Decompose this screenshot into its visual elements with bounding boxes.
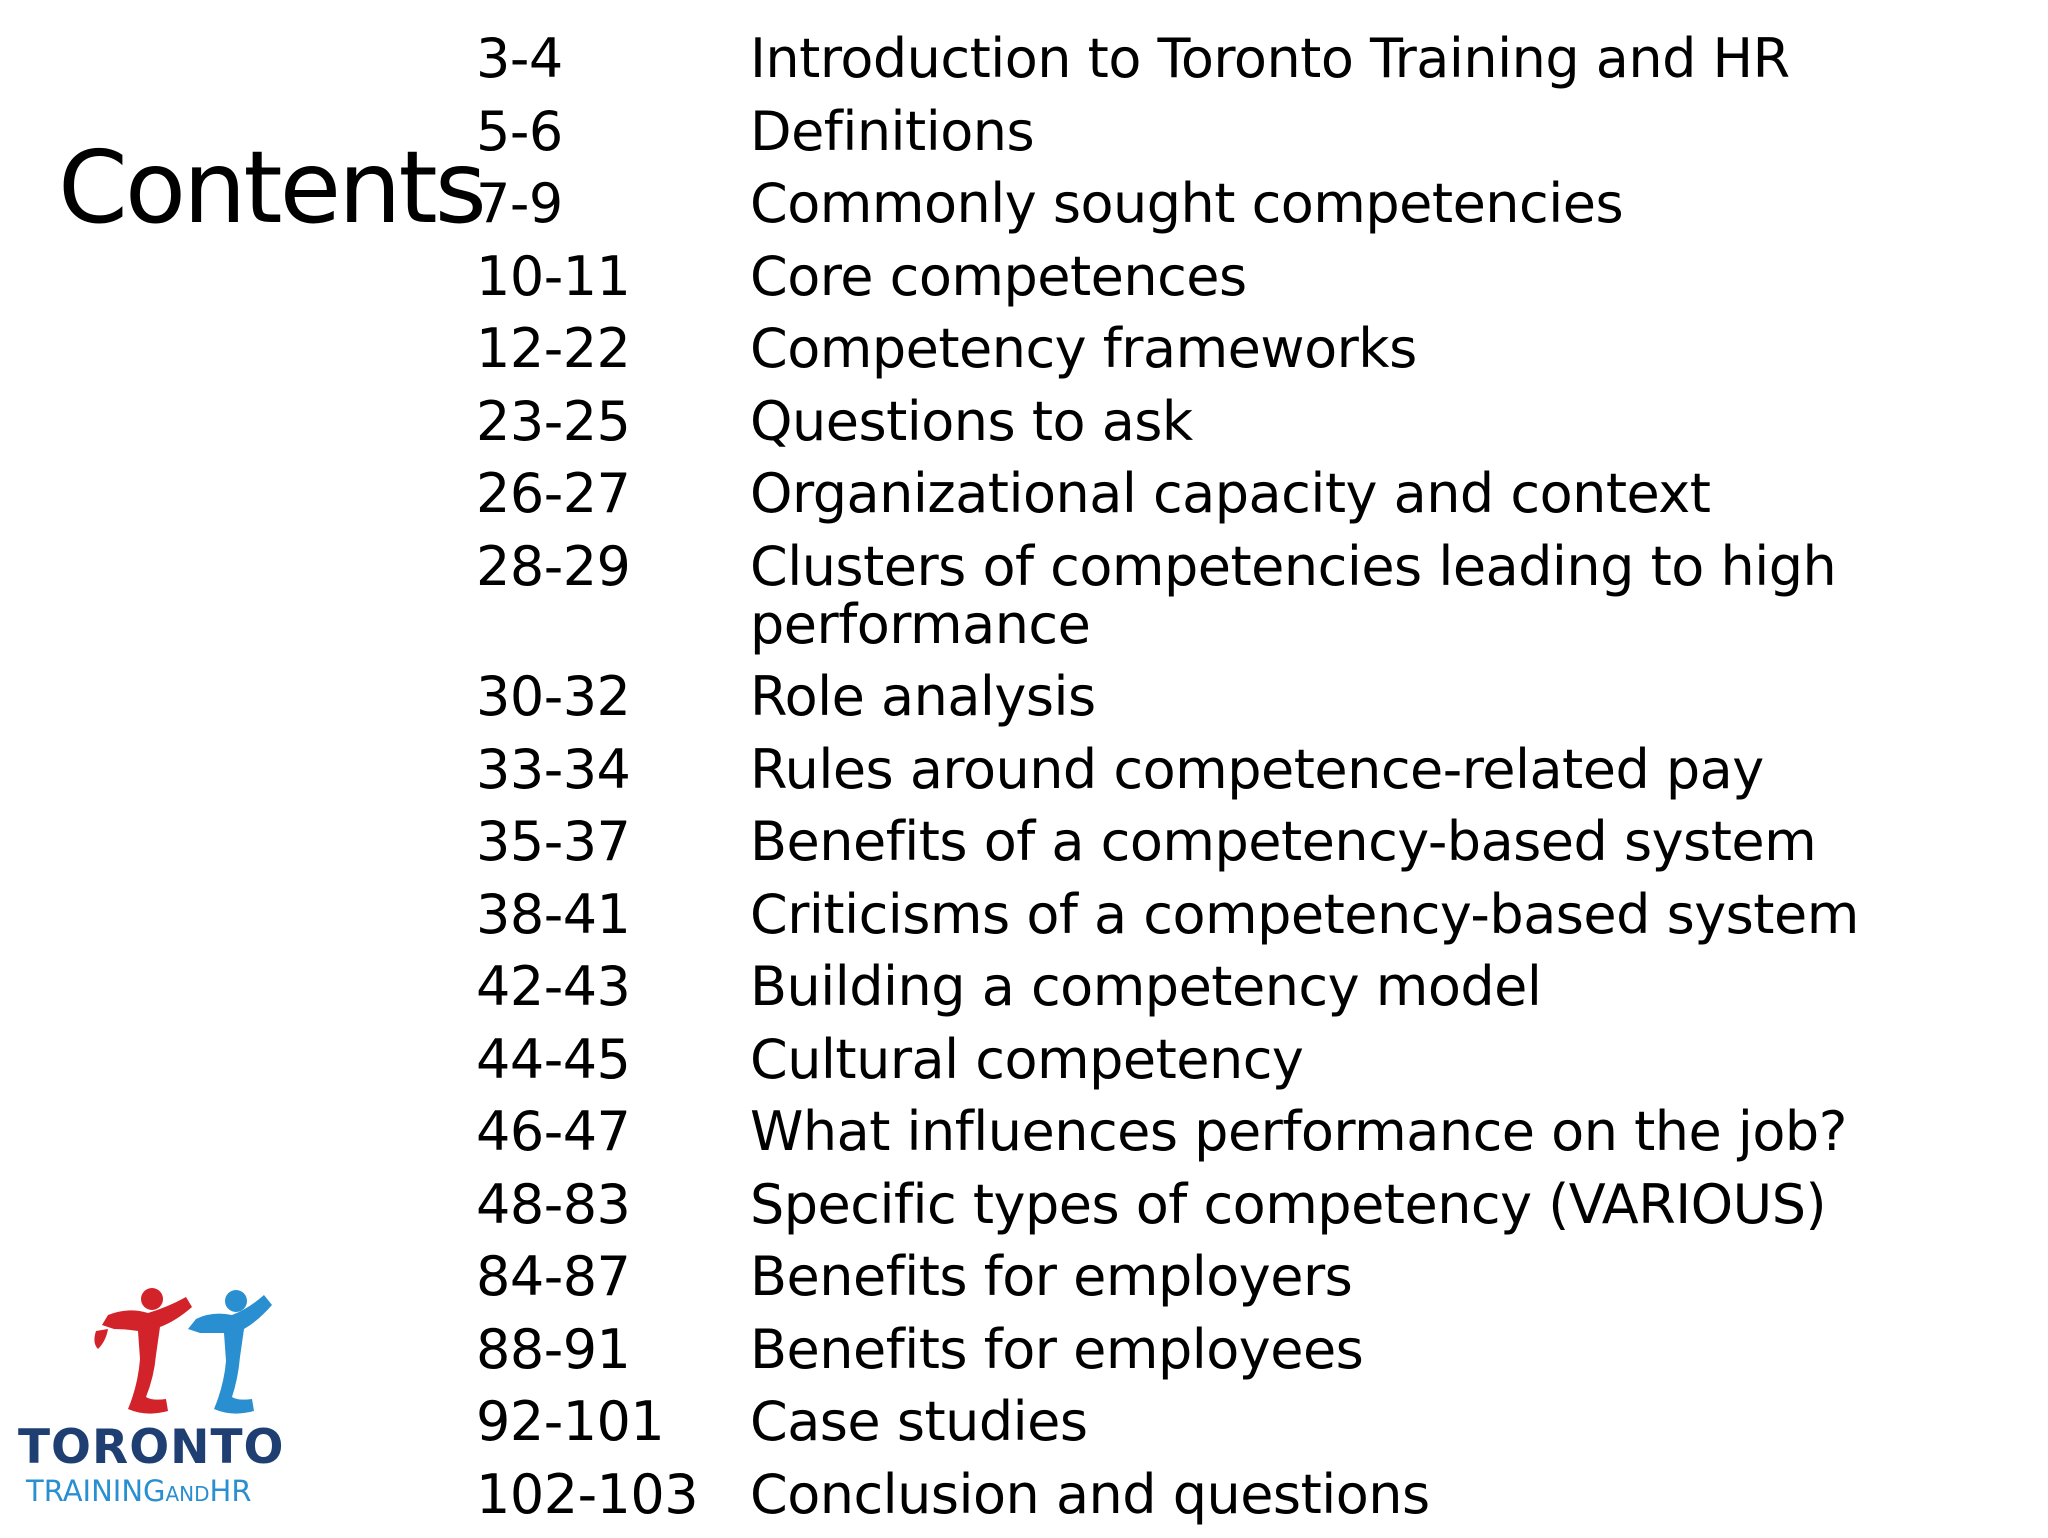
toc-row (476, 1462, 2036, 1526)
toc-row (476, 534, 2036, 656)
toc-page-range: 92-101 (476, 1390, 665, 1453)
toc-page-range: 102-103 (476, 1462, 699, 1526)
toc-page-range: 26-27 (476, 462, 631, 525)
toc-page-range: 28-29 (476, 534, 631, 598)
toc-row (476, 1027, 2036, 1091)
logo-sub-hr: HR (209, 1474, 252, 1508)
toc-page-range: 5-6 (476, 99, 563, 163)
toc-section-title: Benefits for employers (750, 1245, 1353, 1308)
toc-row (476, 172, 2036, 235)
toc-page-range: 30-32 (476, 665, 631, 728)
toc-page-range: 35-37 (476, 810, 631, 873)
toc-page-range: 46-47 (476, 1100, 631, 1163)
toc-page-range: 44-45 (476, 1027, 631, 1091)
toc-page-range: 10-11 (476, 244, 631, 308)
toc-row (476, 99, 2036, 163)
logo-subtitle (26, 1475, 316, 1510)
toc-section-title: Competency frameworks (750, 317, 1417, 380)
toc-section-title: Clusters of competencies leading to high performance (750, 534, 1837, 656)
toc-row (476, 389, 2036, 453)
toc-section-title: Specific types of competency (VARIOUS) (750, 1172, 1827, 1236)
toc-page-range: 3-4 (476, 27, 563, 90)
toc-section-title: Definitions (750, 99, 1035, 163)
toc-page-range: 12-22 (476, 317, 631, 380)
logo-figures-icon (88, 1285, 278, 1425)
toc-section-title: Benefits for employees (750, 1317, 1364, 1381)
toc-section-title: Cultural competency (750, 1027, 1304, 1091)
toc-page-range: 38-41 (476, 882, 631, 946)
toc-row (476, 955, 2036, 1018)
toc-row (476, 462, 2036, 525)
toc-page-range: 42-43 (476, 955, 631, 1018)
toc-row (476, 27, 2036, 90)
logo-wordmark: TORONTO (18, 1420, 285, 1475)
toc-section-title: Introduction to Toronto Training and HR (750, 27, 1790, 90)
toc-row (476, 1100, 2036, 1163)
toc-section-title: Core competences (750, 244, 1247, 308)
toc-section-title: Criticisms of a competency-based system (750, 882, 1859, 946)
toc-section-title: Conclusion and questions (750, 1462, 1430, 1526)
toc-page-range: 33-34 (476, 737, 631, 801)
toc-section-title: Benefits of a competency-based system (750, 810, 1817, 873)
logo-sub-and: AND (165, 1482, 210, 1506)
toc-section-title: Role analysis (750, 665, 1096, 728)
toc-section-title: Rules around competence-related pay (750, 737, 1764, 801)
table-of-contents (476, 27, 2036, 1538)
toc-row (476, 1245, 2036, 1308)
toc-page-range: 84-87 (476, 1245, 631, 1308)
logo-sub-training: TRAINING (26, 1474, 166, 1508)
toc-section-title: Organizational capacity and context (750, 462, 1711, 525)
toc-row (476, 737, 2036, 801)
toc-section-title: Building a competency model (750, 955, 1542, 1018)
toc-section-title: Commonly sought competencies (750, 172, 1624, 235)
page-title: Contents (58, 129, 484, 246)
toc-page-range: 23-25 (476, 389, 631, 453)
toc-row (476, 317, 2036, 380)
toc-section-title: What influences performance on the job? (750, 1100, 1847, 1163)
toc-row (476, 882, 2036, 946)
toc-row (476, 665, 2036, 728)
toc-row (476, 810, 2036, 873)
toc-page-range: 48-83 (476, 1172, 631, 1236)
toc-row (476, 1390, 2036, 1453)
toc-section-title: Case studies (750, 1390, 1088, 1453)
toc-row (476, 1317, 2036, 1381)
toc-row (476, 244, 2036, 308)
toc-page-range: 88-91 (476, 1317, 631, 1381)
company-logo (18, 1285, 308, 1515)
toc-section-title: Questions to ask (750, 389, 1193, 453)
toc-row (476, 1172, 2036, 1236)
toc-page-range: 7-9 (476, 172, 563, 235)
